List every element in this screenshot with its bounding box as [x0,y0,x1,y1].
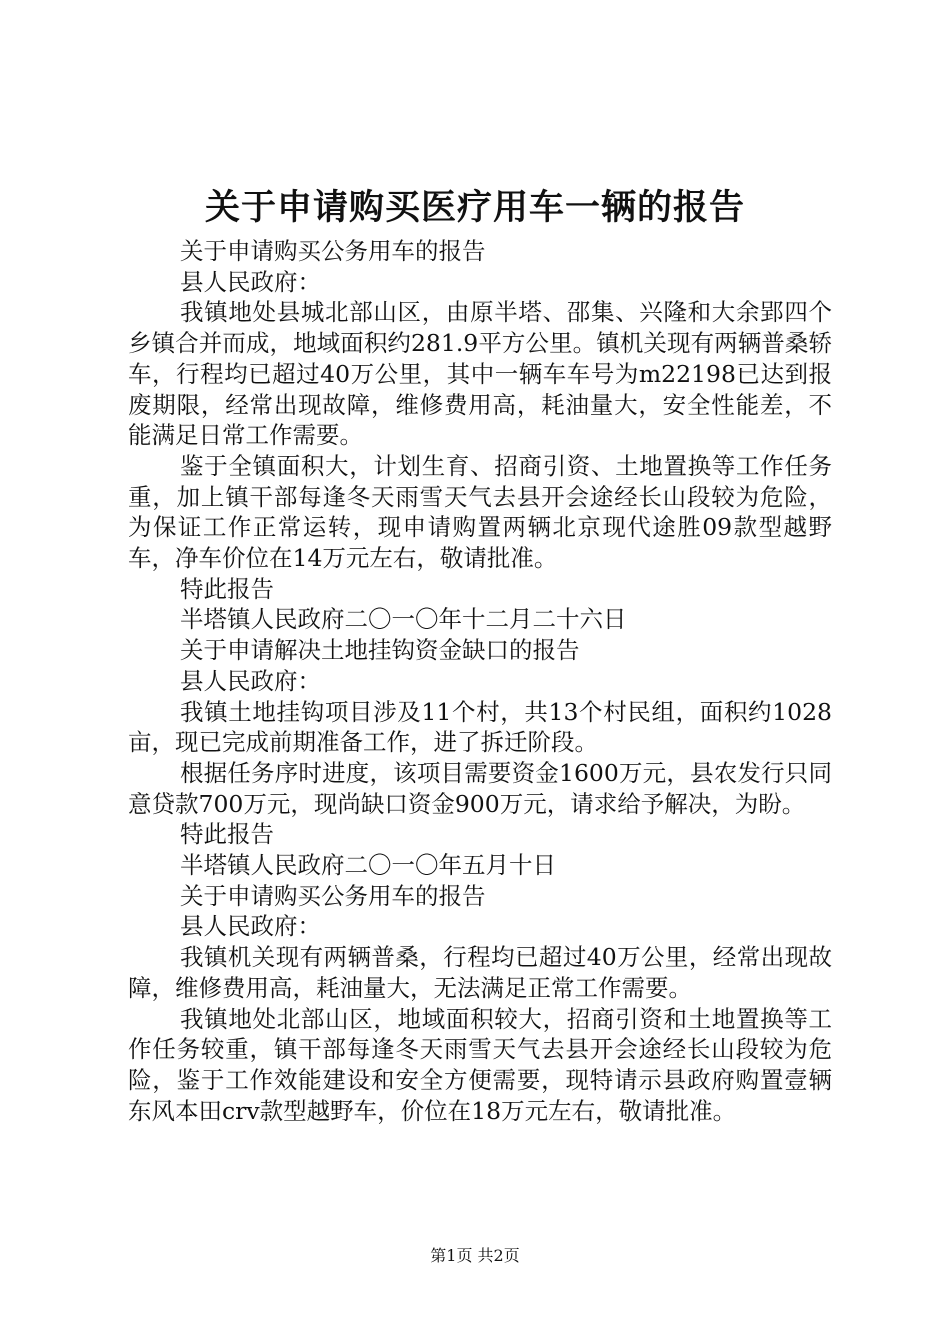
document-body [128,236,832,1126]
subtitle-car-report-1: 关于申请购买公务用车的报告 [180,237,486,265]
recipient-2: 县人民政府： [180,666,321,695]
recipient-3: 县人民政府： [180,912,321,941]
page-footer: 第1页 共2页 [430,1246,520,1265]
closing-2: 特此报告 [180,820,274,849]
page-title: 关于申请购买医疗用车一辆的报告 [204,187,745,228]
recipient-1: 县人民政府： [180,267,321,296]
closing-1: 特此报告 [180,574,274,603]
paragraph-funding-gap: 根据任务序时进度，该项目需要资金1600万元，县农发行只同意贷款700万元，现尚缺口资金900万元，请求给予解决，为盼。 [128,758,832,818]
paragraph-request-vehicles: 鉴于全镇面积大，计划生育、招商引资、土地置换等工作任务重，加上镇干部每逢冬天雨雪天气去县开会途经长山段较为危险，为保证工作正常运转，现申请购置两辆北京现代途胜09款型越野车，净车价位在14万元左右，敬请批准。 [128,451,832,573]
paragraph-land-project: 我镇土地挂钩项目涉及11个村，共13个村民组，面积约1028亩，现已完成前期准备工作，进了拆迁阶段。 [128,697,832,757]
paragraph-current-cars: 我镇机关现有两辆普桑，行程均已超过40万公里，经常出现故障，维修费用高，耗油量大，无法满足正常工作需要。 [128,943,832,1002]
subtitle-car-report-2: 关于申请购买公务用车的报告 [180,881,486,910]
paragraph-request-suv: 我镇地处北部山区，地域面积较大，招商引资和土地置换等工作任务较重，镇干部每逢冬天雨雪天气去县开会途经长山段较为危险，鉴于工作效能建设和安全方便需要，现特请示县政府购置壹辆东风本田crv款型越野车，价位在18万元左右，敬请批准。 [128,1004,832,1125]
paragraph-location: 我镇地处县城北部山区，由原半塔、邵集、兴隆和大余郢四个乡镇合并而成，地域面积约281.9平方公里。镇机关现有两辆普桑轿车，行程均已超过40万公里，其中一辆车车号为m22198已达到报废期限，经常出现故障，维修费用高，耗油量大，安全性能差，不能满足日常工作需要。 [128,298,832,450]
subtitle-land-funds-report: 关于申请解决土地挂钩资金缺口的报告 [180,636,580,665]
signature-date-2: 半塔镇人民政府二〇一〇年五月十日 [180,851,556,880]
signature-date-1: 半塔镇人民政府二〇一〇年十二月二十六日 [180,605,627,634]
